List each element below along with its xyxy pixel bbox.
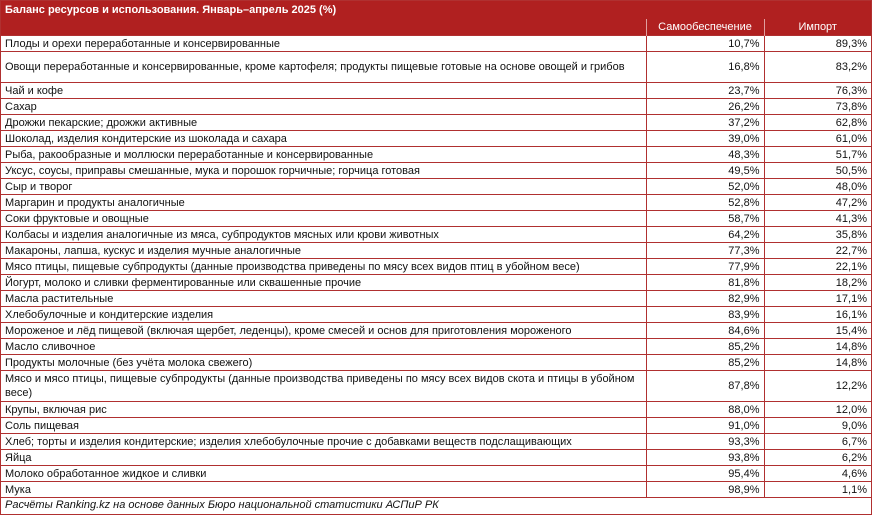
import-cell: 76,3% [764, 83, 871, 99]
self-sufficiency-cell: 26,2% [646, 99, 764, 115]
self-sufficiency-cell: 10,7% [646, 36, 764, 52]
self-sufficiency-cell: 98,9% [646, 482, 764, 498]
self-sufficiency-cell: 81,8% [646, 275, 764, 291]
product-name-cell: Рыба, ракообразные и моллюски переработанные и консервированные [1, 147, 646, 163]
import-cell: 35,8% [764, 227, 871, 243]
self-sufficiency-cell: 58,7% [646, 211, 764, 227]
table-row [1, 83, 871, 99]
table-row [1, 195, 871, 211]
product-name-cell: Масло сливочное [1, 339, 646, 355]
table-row [1, 466, 871, 482]
self-sufficiency-cell: 64,2% [646, 227, 764, 243]
table-row [1, 131, 871, 147]
product-name-cell: Мясо и мясо птицы, пищевые субпродукты (данные производства приведены по мясу всех видов скота и птицы в убойном весе) [1, 371, 646, 402]
data-table [1, 19, 871, 497]
product-name-cell: Колбасы и изделия аналогичные из мяса, субпродуктов мясных или крови животных [1, 227, 646, 243]
self-sufficiency-cell: 85,2% [646, 355, 764, 371]
import-cell: 9,0% [764, 418, 871, 434]
product-name-cell: Соки фруктовые и овощные [1, 211, 646, 227]
product-name-cell: Хлебобулочные и кондитерские изделия [1, 307, 646, 323]
import-cell: 15,4% [764, 323, 871, 339]
product-name-cell: Масла растительные [1, 291, 646, 307]
import-cell: 50,5% [764, 163, 871, 179]
product-name-cell: Плоды и орехи переработанные и консервированные [1, 36, 646, 52]
import-cell: 16,1% [764, 307, 871, 323]
table-row [1, 339, 871, 355]
self-sufficiency-cell: 39,0% [646, 131, 764, 147]
import-cell: 17,1% [764, 291, 871, 307]
table-row [1, 36, 871, 52]
import-cell: 22,1% [764, 259, 871, 275]
self-sufficiency-cell: 91,0% [646, 418, 764, 434]
table-row [1, 163, 871, 179]
table-row [1, 371, 871, 402]
table-row [1, 211, 871, 227]
table-row [1, 402, 871, 418]
self-sufficiency-cell: 37,2% [646, 115, 764, 131]
self-sufficiency-cell: 85,2% [646, 339, 764, 355]
import-cell: 12,0% [764, 402, 871, 418]
table-row [1, 52, 871, 83]
product-name-cell: Соль пищевая [1, 418, 646, 434]
table-title: Баланс ресурсов и использования. Январь–апрель 2025 (%) [1, 1, 871, 19]
import-cell: 14,8% [764, 355, 871, 371]
product-name-cell: Мясо птицы, пищевые субпродукты (данные производства приведены по мясу всех видов птиц в убойном весе) [1, 259, 646, 275]
table-row [1, 434, 871, 450]
import-cell: 51,7% [764, 147, 871, 163]
self-sufficiency-cell: 93,3% [646, 434, 764, 450]
product-name-cell: Мука [1, 482, 646, 498]
table-row [1, 275, 871, 291]
product-name-cell: Хлеб; торты и изделия кондитерские; изделия хлебобулочные прочие с добавками веществ подслащивающих [1, 434, 646, 450]
header-self-sufficiency: Самообеспечение [646, 19, 764, 36]
table-row [1, 291, 871, 307]
self-sufficiency-cell: 77,3% [646, 243, 764, 259]
product-name-cell: Сахар [1, 99, 646, 115]
product-name-cell: Овощи переработанные и консервированные, кроме картофеля; продукты пищевые готовые на основе овощей и грибов [1, 52, 646, 83]
import-cell: 6,7% [764, 434, 871, 450]
self-sufficiency-cell: 88,0% [646, 402, 764, 418]
self-sufficiency-cell: 48,3% [646, 147, 764, 163]
import-cell: 61,0% [764, 131, 871, 147]
import-cell: 1,1% [764, 482, 871, 498]
import-cell: 12,2% [764, 371, 871, 402]
product-name-cell: Яйца [1, 450, 646, 466]
table-row [1, 115, 871, 131]
table-row [1, 450, 871, 466]
import-cell: 89,3% [764, 36, 871, 52]
table-row [1, 323, 871, 339]
product-name-cell: Дрожжи пекарские; дрожжи активные [1, 115, 646, 131]
table-row [1, 243, 871, 259]
product-name-cell: Сыр и творог [1, 179, 646, 195]
import-cell: 83,2% [764, 52, 871, 83]
import-cell: 22,7% [764, 243, 871, 259]
header-row [1, 19, 871, 36]
table-row [1, 99, 871, 115]
import-cell: 48,0% [764, 179, 871, 195]
self-sufficiency-cell: 52,8% [646, 195, 764, 211]
table-row [1, 307, 871, 323]
product-name-cell: Шоколад, изделия кондитерские из шоколада и сахара [1, 131, 646, 147]
import-cell: 6,2% [764, 450, 871, 466]
product-name-cell: Мороженое и лёд пищевой (включая щербет, леденцы), кроме смесей и основ для приготовления мороженого [1, 323, 646, 339]
product-name-cell: Макароны, лапша, кускус и изделия мучные аналогичные [1, 243, 646, 259]
table-row [1, 147, 871, 163]
table-row [1, 259, 871, 275]
import-cell: 62,8% [764, 115, 871, 131]
self-sufficiency-cell: 87,8% [646, 371, 764, 402]
import-cell: 18,2% [764, 275, 871, 291]
self-sufficiency-cell: 52,0% [646, 179, 764, 195]
import-cell: 14,8% [764, 339, 871, 355]
product-name-cell: Продукты молочные (без учёта молока свежего) [1, 355, 646, 371]
self-sufficiency-cell: 93,8% [646, 450, 764, 466]
self-sufficiency-cell: 83,9% [646, 307, 764, 323]
product-name-cell: Молоко обработанное жидкое и сливки [1, 466, 646, 482]
self-sufficiency-cell: 95,4% [646, 466, 764, 482]
table-row [1, 418, 871, 434]
product-name-cell: Йогурт, молоко и сливки ферментированные или сквашенные прочие [1, 275, 646, 291]
footnote: Расчёты Ranking.kz на основе данных Бюро национальной статистики АСПиР РК [1, 497, 871, 513]
import-cell: 4,6% [764, 466, 871, 482]
import-cell: 41,3% [764, 211, 871, 227]
self-sufficiency-cell: 84,6% [646, 323, 764, 339]
header-product [1, 19, 646, 36]
import-cell: 47,2% [764, 195, 871, 211]
product-name-cell: Уксус, соусы, приправы смешанные, мука и порошок горчичные; горчица готовая [1, 163, 646, 179]
self-sufficiency-cell: 16,8% [646, 52, 764, 83]
self-sufficiency-cell: 49,5% [646, 163, 764, 179]
self-sufficiency-cell: 82,9% [646, 291, 764, 307]
table-row [1, 227, 871, 243]
import-cell: 73,8% [764, 99, 871, 115]
product-name-cell: Крупы, включая рис [1, 402, 646, 418]
header-import: Импорт [764, 19, 871, 36]
table-row [1, 355, 871, 371]
self-sufficiency-cell: 23,7% [646, 83, 764, 99]
table-row [1, 482, 871, 498]
product-name-cell: Маргарин и продукты аналогичные [1, 195, 646, 211]
product-name-cell: Чай и кофе [1, 83, 646, 99]
table-row [1, 179, 871, 195]
self-sufficiency-cell: 77,9% [646, 259, 764, 275]
